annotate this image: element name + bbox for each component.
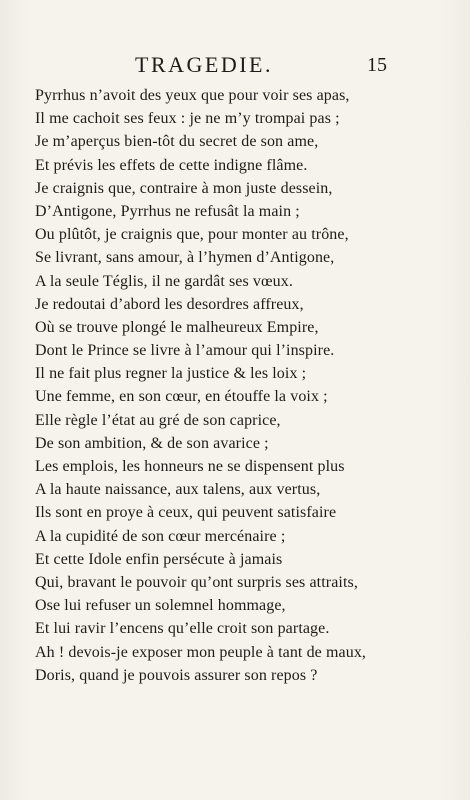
page-number: 15: [367, 54, 387, 76]
verse-line: Il me cachoit ses feux : je ne m’y trompai pas ;: [35, 110, 340, 128]
verse-line: Une femme, en son cœur, en étouffe la voix ;: [35, 388, 328, 406]
verse-line: Où se trouve plongé le malheureux Empire,: [35, 318, 319, 336]
verse-line: A la seule Téglis, il ne gardât ses vœux.: [35, 272, 293, 290]
verse-line: D’Antigone, Pyrrhus ne refusât la main ;: [35, 202, 300, 220]
verse-line: Se livrant, sans amour, à l’hymen d’Antigone,: [35, 249, 335, 267]
verse-line: Qui, bravant le pouvoir qu’ont surpris ses attraits,: [35, 573, 358, 591]
verse-line: Ils sont en proye à ceux, qui peuvent satisfaire: [35, 504, 337, 522]
verse-line: Et cette Idole enfin persécute à jamais: [35, 550, 283, 568]
verse-line: Je craignis que, contraire à mon juste dessein,: [35, 179, 333, 197]
verse-line: Dont le Prince se livre à l’amour qui l’inspire.: [35, 342, 335, 360]
verse-line: A la cupidité de son cœur mercénaire ;: [35, 527, 286, 545]
verse-line: Les emplois, les honneurs ne se dispensent plus: [35, 458, 345, 475]
verse-line: Ou plûtôt, je craignis que, pour monter au trône,: [35, 226, 349, 244]
verse-line: De son ambition, & de son avarice ;: [35, 434, 269, 452]
verse-line: Il ne fait plus regner la justice & les loix ;: [35, 365, 307, 383]
verse-line: Je redoutai d’abord les desordres affreux,: [35, 295, 304, 313]
verse-line: Et prévis les effets de cette indigne flâme.: [35, 156, 308, 174]
verse-line: Ah ! devois-je exposer mon peuple à tant de maux,: [35, 643, 367, 661]
verse-line: Pyrrhus n’avoit des yeux que pour voir ses apas,: [35, 87, 350, 104]
page-header: [0, 52, 470, 80]
verse-line: Et lui ravir l’encens qu’elle croit son partage.: [35, 620, 330, 638]
verse-line: Ose lui refuser un solemnel hommage,: [35, 597, 286, 615]
verse-line: A la haute naissance, aux talens, aux vertus,: [35, 481, 321, 499]
running-title: TRAGEDIE.: [135, 52, 273, 77]
verse-line: Elle règle l’état au gré de son caprice,: [35, 411, 281, 429]
verse-block: [35, 84, 435, 687]
verse-line: Je m’aperçus bien-tôt du secret de son ame,: [35, 133, 319, 151]
verse-line: Doris, quand je pouvois assurer son repos ?: [35, 666, 318, 684]
